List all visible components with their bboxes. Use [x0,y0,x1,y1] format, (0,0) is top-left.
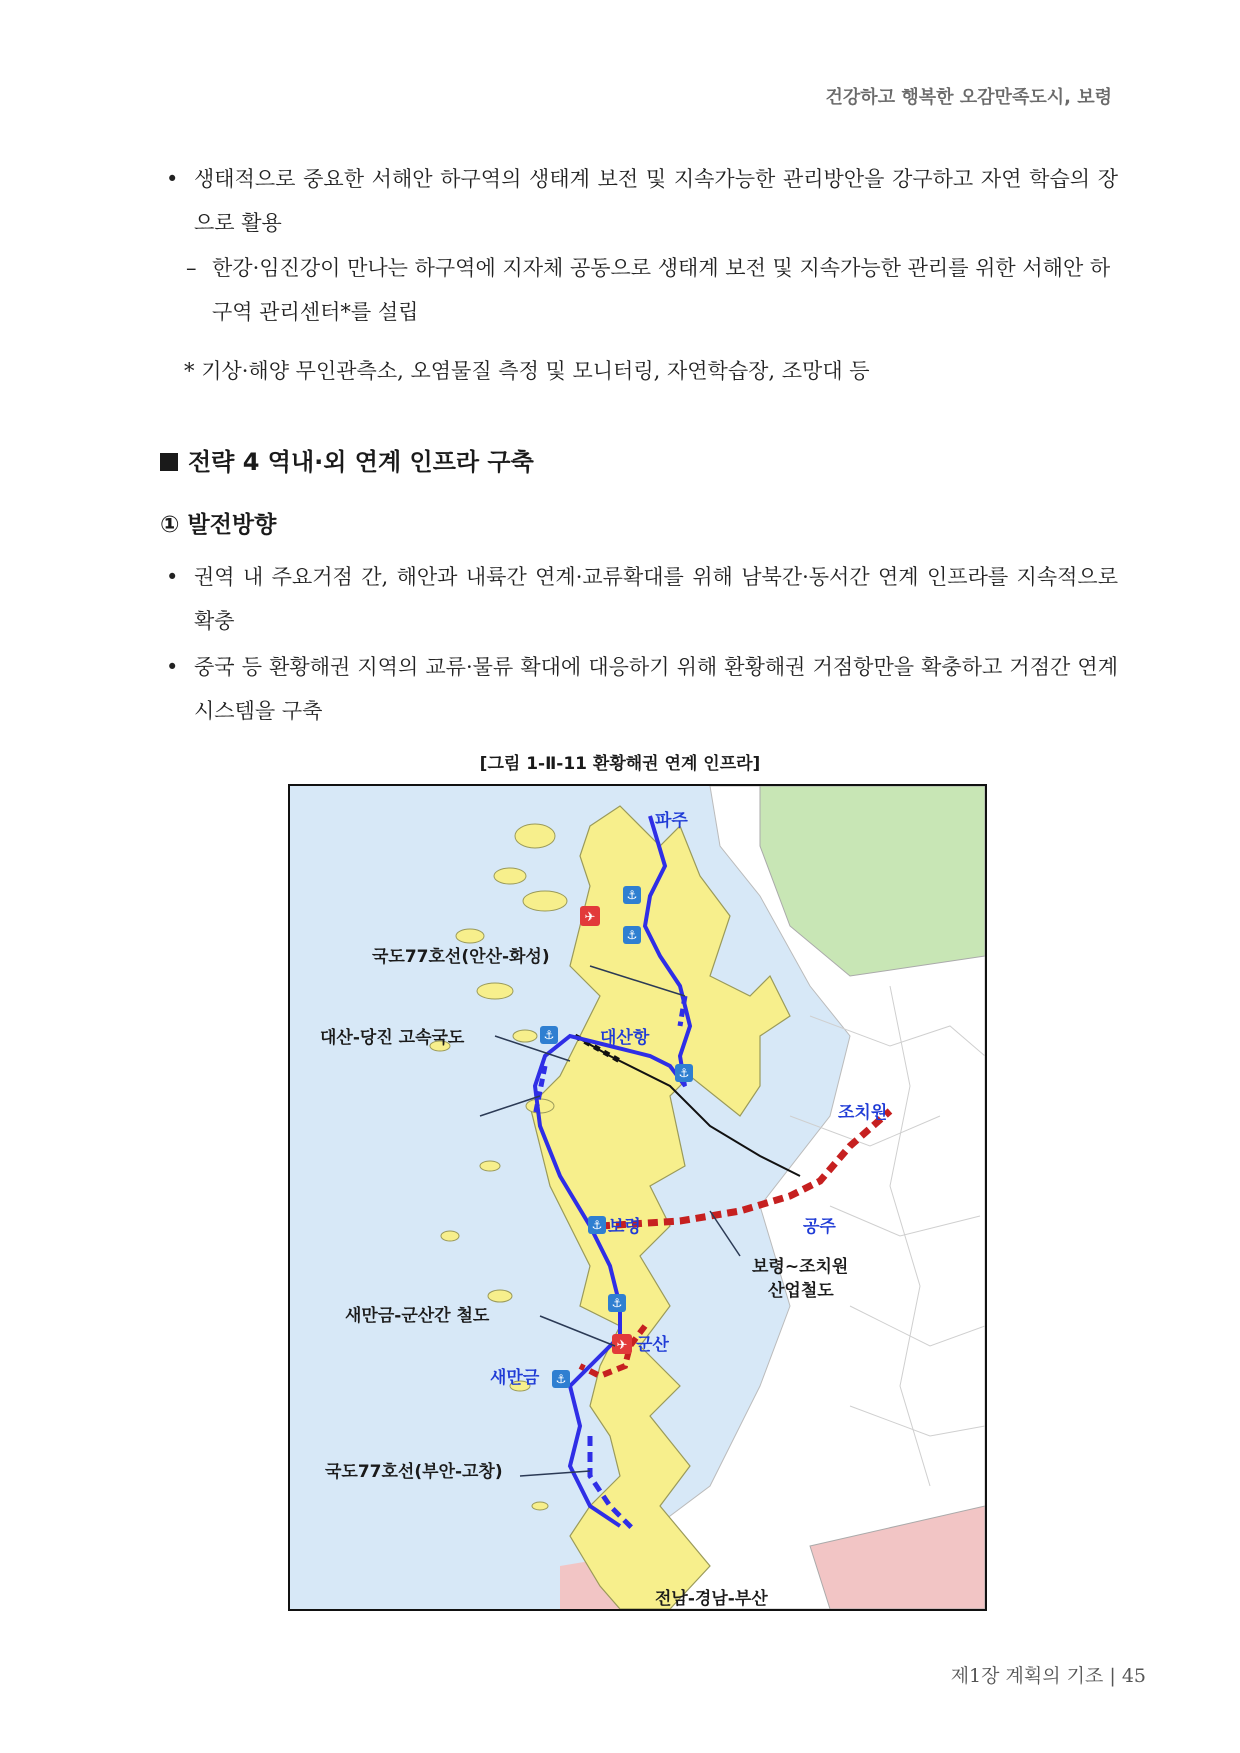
note-mark: * [184,359,195,383]
svg-text:⚓: ⚓ [626,888,638,902]
label-route77-ansan: 국도77호선(안산-화성) [372,947,550,967]
footnote [184,349,870,393]
bullet-mark: • [166,167,179,191]
bullet-item [166,555,1118,643]
label-saemangeum-rail: 새만금-군산간 철도 [345,1306,490,1326]
label-south: 전남-경남-부산 [655,1589,768,1609]
svg-text:⚓: ⚓ [591,1218,603,1232]
port-icon [552,1370,570,1388]
airport-icon [580,906,600,926]
sub-title: ① 발전방향 [160,512,277,538]
dash-text: 한강·임진강이 만나는 하구역에 지자체 공동으로 생태계 보전 및 지속가능한 관리를 위한 서해안 하구역 관리센터*를 설립 [212,256,1111,324]
label-saemangeum: 새만금 [490,1368,540,1388]
bullet-text: 생태적으로 중요한 서해안 하구역의 생태계 보전 및 지속가능한 관리방안을 강구하고 자연 학습의 장으로 활용 [194,167,1118,235]
dash-mark: – [186,256,197,280]
svg-text:⚓: ⚓ [626,928,638,942]
svg-text:⚓: ⚓ [555,1372,567,1386]
note-text: 기상·해양 무인관측소, 오염물질 측정 및 모니터링, 자연학습장, 조망대 등 [201,359,870,383]
svg-text:✈: ✈ [616,1338,628,1353]
bullet-text: 중국 등 환황해권 지역의 교류·물류 확대에 대응하기 위해 환황해권 거점항만을 확충하고 거점간 연계시스템을 구축 [194,655,1118,723]
label-paju: 파주 [655,811,688,831]
svg-text:⚓: ⚓ [678,1066,690,1080]
svg-text:⚓: ⚓ [611,1296,623,1310]
airport-icon [612,1334,632,1354]
section-title-text: 전략 4 역내·외 연계 인프라 구축 [188,448,534,476]
svg-text:✈: ✈ [584,910,596,925]
bullet-mark: • [166,565,179,589]
figure-caption: [그림 1-Ⅱ-11 환황해권 연계 인프라] [479,754,761,774]
label-boryeong: 보령 [608,1217,641,1237]
bullet-item [166,157,1118,245]
port-icon [623,886,641,904]
running-header: 건강하고 행복한 오감만족도시, 보령 [825,87,1112,108]
label-route77-buan: 국도77호선(부안-고창) [325,1462,503,1482]
square-icon [160,453,178,471]
port-icon [623,926,641,944]
port-icon [540,1026,558,1044]
label-daesan-port: 대산항 [600,1028,650,1048]
bullet-item [166,645,1118,733]
section-title [160,442,534,477]
label-rail-line1: 보령~조치원 [752,1257,849,1277]
label-gunsan: 군산 [636,1335,669,1355]
port-icon [588,1216,606,1234]
port-icon [608,1294,626,1312]
svg-text:⚓: ⚓ [543,1028,555,1042]
label-daesan-dangjin: 대산-당진 고속국도 [320,1028,465,1048]
page-footer: 제1장 계획의 기조 | 45 [950,1665,1146,1687]
map-svg [290,786,985,1609]
dash-item [186,246,1118,334]
bullet-mark: • [166,655,179,679]
label-jochiwon: 조치원 [838,1103,888,1123]
label-rail-line2: 산업철도 [768,1281,834,1301]
map-figure [288,784,987,1611]
label-gongju: 공주 [803,1217,836,1237]
port-icon [675,1064,693,1082]
bullet-text: 권역 내 주요거점 간, 해안과 내륙간 연계·교류확대를 위해 남북간·동서간 연계 인프라를 지속적으로 확충 [194,565,1118,633]
